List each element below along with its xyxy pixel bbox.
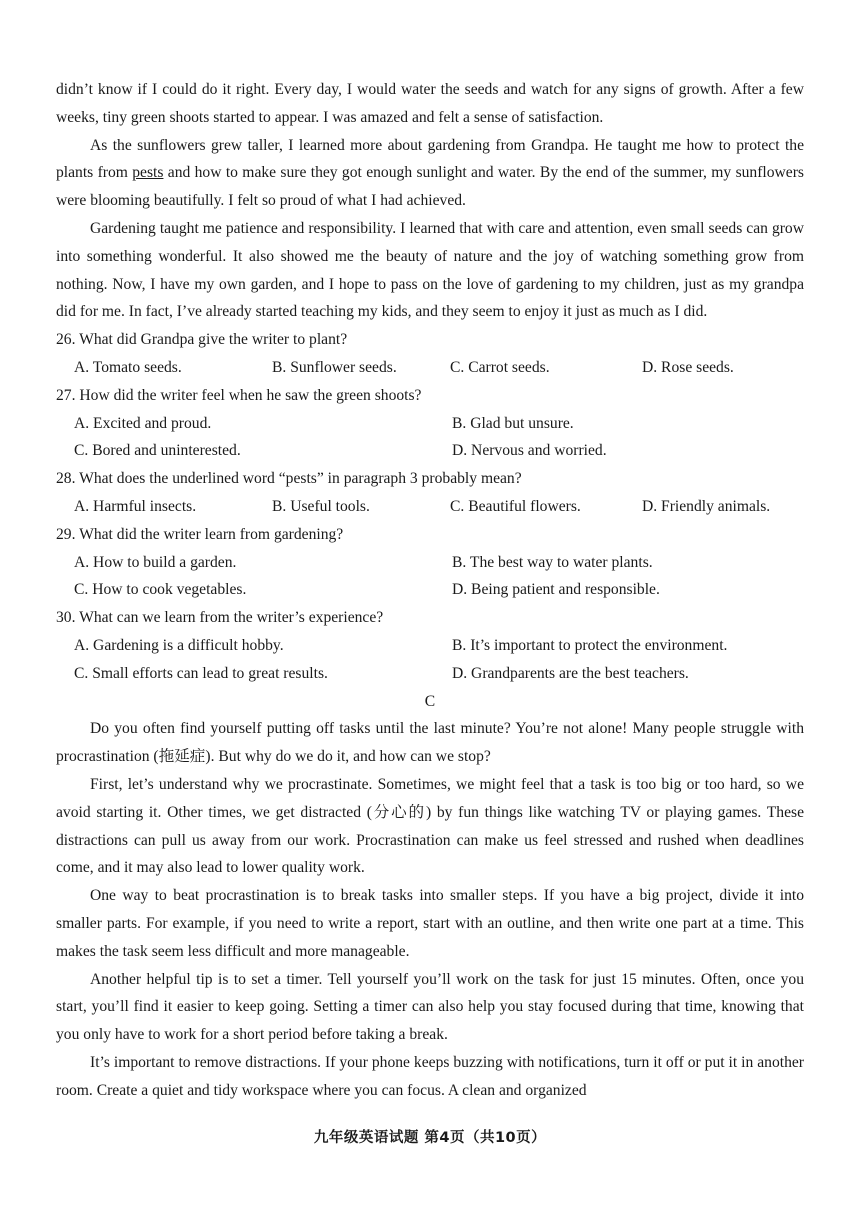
option-b: B. Sunflower seeds.: [272, 358, 397, 376]
option-b: B. It’s important to protect the environment.: [452, 636, 728, 654]
option-a: A. Tomato seeds.: [74, 358, 182, 376]
passage-b-paragraph-1: didn’t know if I could do it right. Every day, I would water the seeds and watch for any signs of growth. After a few weeks, tiny green shoots started to appear. I was amazed and felt a sense of satisfaction.: [56, 81, 804, 126]
option-b: B. The best way to water plants.: [452, 553, 653, 571]
option-d: D. Grandparents are the best teachers.: [452, 664, 689, 682]
option-c: C. Bored and uninterested.: [74, 442, 241, 460]
option-d: D. Rose seeds.: [642, 358, 734, 376]
question-text: 27. How did the writer feel when he saw the green shoots?: [56, 386, 422, 404]
section-c-heading: C: [424, 692, 436, 710]
option-b: B. Useful tools.: [272, 497, 370, 515]
option-list: [56, 632, 804, 688]
option-b: B. Glad but unsure.: [452, 414, 574, 432]
passage-c-paragraph-1: Do you often find yourself putting off tasks until the last minute? You’re not alone! Many people struggle with procrastination (拖延症). But why do we do it, and how can we stop?: [56, 720, 804, 766]
page-footer: 九年级英语试题 第4页（共10页）: [313, 1130, 547, 1146]
option-c: C. How to cook vegetables.: [74, 581, 247, 599]
question-30: [56, 604, 804, 687]
passage-c-paragraph-2: First, let’s understand why we procrastinate. Sometimes, we might feel that a task is too big or too hard, so we avoid starting it. Other times, we get distracted (分心的) by fun things like watching TV or playing games. These distractions can pull us away from our work. Procrastination can make us feel stressed and rushed when deadlines come, and it may also lead to lower quality work.: [56, 775, 804, 877]
option-c: C. Beautiful flowers.: [450, 497, 581, 515]
option-a: A. Gardening is a difficult hobby.: [74, 636, 284, 654]
option-c: C. Small efforts can lead to great results.: [74, 664, 328, 682]
option-list: [56, 354, 804, 382]
question-27: [56, 382, 804, 465]
option-list: [56, 549, 804, 605]
passage-b-paragraph-2-start: As the sunflowers grew taller, I learned more about gardening from Grandpa. He taught me how to protect the plants from: [56, 136, 804, 182]
option-c: C. Carrot seeds.: [450, 358, 550, 376]
passage-c-paragraph-4: Another helpful tip is to set a timer. Tell yourself you’ll work on the task for just 15 minutes. Often, once you start, you’ll find it easier to keep going. Setting a timer can also help you stay focused during that time, knowing that you only have to work for a short period before taking a break.: [56, 970, 804, 1044]
option-a: A. Harmful insects.: [74, 497, 197, 515]
question-26: [56, 326, 804, 382]
underlined-word-pests: pests: [132, 164, 164, 182]
question-text: 28. What does the underlined word “pests” in paragraph 3 probably mean?: [56, 470, 522, 488]
question-29: [56, 521, 804, 604]
passage-b-paragraph-2-end: and how to make sure they got enough sunlight and water. By the end of the summer, my sunflowers were blooming beautifully. I felt so proud of what I had achieved.: [56, 164, 804, 210]
option-list: [56, 493, 804, 521]
option-a: A. How to build a garden.: [74, 553, 237, 571]
question-text: 30. What can we learn from the writer’s experience?: [56, 609, 384, 627]
question-text: 29. What did the writer learn from gardening?: [56, 525, 344, 543]
passage-c-paragraph-5: It’s important to remove distractions. If your phone keeps buzzing with notifications, turn it off or put it in another room. Create a quiet and tidy workspace where you can focus. A clean and organized: [56, 1053, 804, 1099]
question-text: 26. What did Grandpa give the writer to plant?: [56, 331, 348, 349]
option-d: D. Friendly animals.: [642, 497, 771, 515]
question-28: [56, 465, 804, 521]
passage-c-paragraph-3: One way to beat procrastination is to break tasks into smaller steps. If you have a big project, divide it into smaller parts. For example, if you need to write a report, start with an outline, and then write one part at a time. This makes the task seem less difficult and more manageable.: [56, 887, 804, 960]
option-d: D. Being patient and responsible.: [452, 581, 660, 599]
passage-b-paragraph-3: Gardening taught me patience and responsibility. I learned that with care and attention, even small seeds can grow into something wonderful. It also showed me the beauty of nature and the joy of watching something grow from nothing. Now, I have my own garden, and I hope to pass on the love of gardening to my children, just as my grandpa did for me. In fact, I’ve already started teaching my kids, and they seem to enjoy it just as much as I did.: [56, 219, 804, 321]
option-a: A. Excited and proud.: [74, 414, 212, 432]
option-list: [56, 410, 804, 466]
passage-b-paragraph-2: [56, 132, 804, 215]
option-d: D. Nervous and worried.: [452, 442, 607, 460]
